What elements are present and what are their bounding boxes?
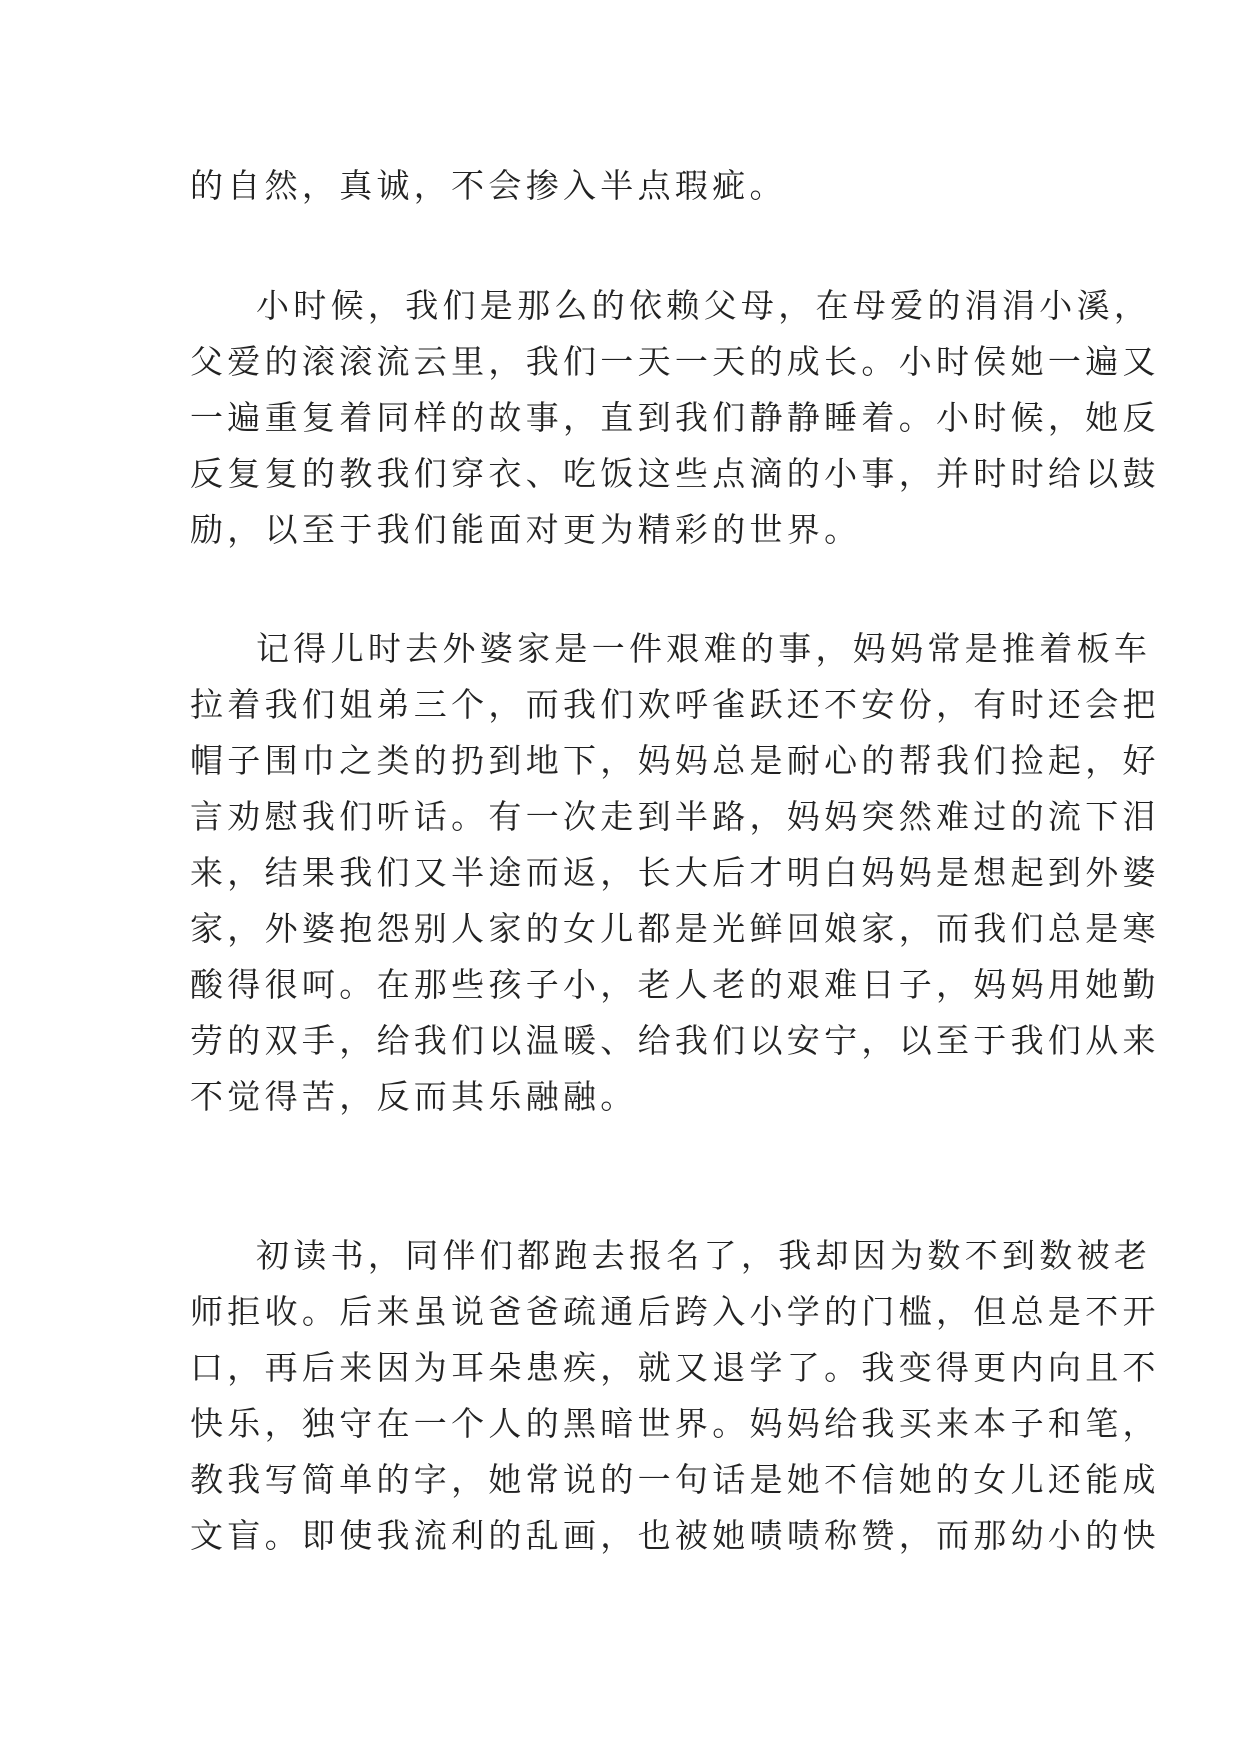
text-line: 的自然，真诚，不会掺入半点瑕疵。 <box>190 166 787 205</box>
text-line: 励，以至于我们能面对更为精彩的世界。 <box>190 510 862 549</box>
paragraph-continuation <box>190 158 1070 214</box>
paragraph-grandmother-visit <box>190 621 1160 1125</box>
text-line: 言劝慰我们听话。有一次走到半路，妈妈突然难过的流下泪 <box>190 797 1160 836</box>
text-line: 文盲。即使我流利的乱画，也被她啧啧称赞，而那幼小的快 <box>190 1516 1160 1555</box>
text-line: 记得儿时去外婆家是一件艰难的事，妈妈常是推着板车 <box>256 629 1152 668</box>
text-line: 家，外婆抱怨别人家的女儿都是光鲜回娘家，而我们总是寒 <box>190 909 1160 948</box>
text-line: 来，结果我们又半途而返，长大后才明白妈妈是想起到外婆 <box>190 853 1160 892</box>
text-line: 父爱的滚滚流云里，我们一天一天的成长。小时侯她一遍又 <box>190 342 1160 381</box>
text-line: 小时候，我们是那么的依赖父母，在母爱的涓涓小溪， <box>256 286 1152 325</box>
text-line: 一遍重复着同样的故事，直到我们静静睡着。小时候，她反 <box>190 398 1160 437</box>
paragraph-childhood <box>190 278 1160 558</box>
text-line: 师拒收。后来虽说爸爸疏通后跨入小学的门槛，但总是不开 <box>190 1292 1160 1331</box>
text-line: 酸得很呵。在那些孩子小，老人老的艰难日子，妈妈用她勤 <box>190 965 1160 1004</box>
text-line: 劳的双手，给我们以温暖、给我们以安宁，以至于我们从来 <box>190 1021 1160 1060</box>
text-line: 反复复的教我们穿衣、吃饭这些点滴的小事，并时时给以鼓 <box>190 454 1160 493</box>
text-line: 口，再后来因为耳朵患疾，就又退学了。我变得更内向且不 <box>190 1348 1160 1387</box>
text-line: 教我写简单的字，她常说的一句话是她不信她的女儿还能成 <box>190 1460 1160 1499</box>
text-line: 快乐，独守在一个人的黑暗世界。妈妈给我买来本子和笔， <box>190 1404 1160 1443</box>
text-line: 拉着我们姐弟三个，而我们欢呼雀跃还不安份，有时还会把 <box>190 685 1160 724</box>
text-line: 初读书，同伴们都跑去报名了，我却因为数不到数被老 <box>256 1236 1152 1275</box>
paragraph-school <box>190 1228 1160 1564</box>
text-line: 帽子围巾之类的扔到地下，妈妈总是耐心的帮我们捡起，好 <box>190 741 1160 780</box>
text-line: 不觉得苦，反而其乐融融。 <box>190 1077 638 1116</box>
